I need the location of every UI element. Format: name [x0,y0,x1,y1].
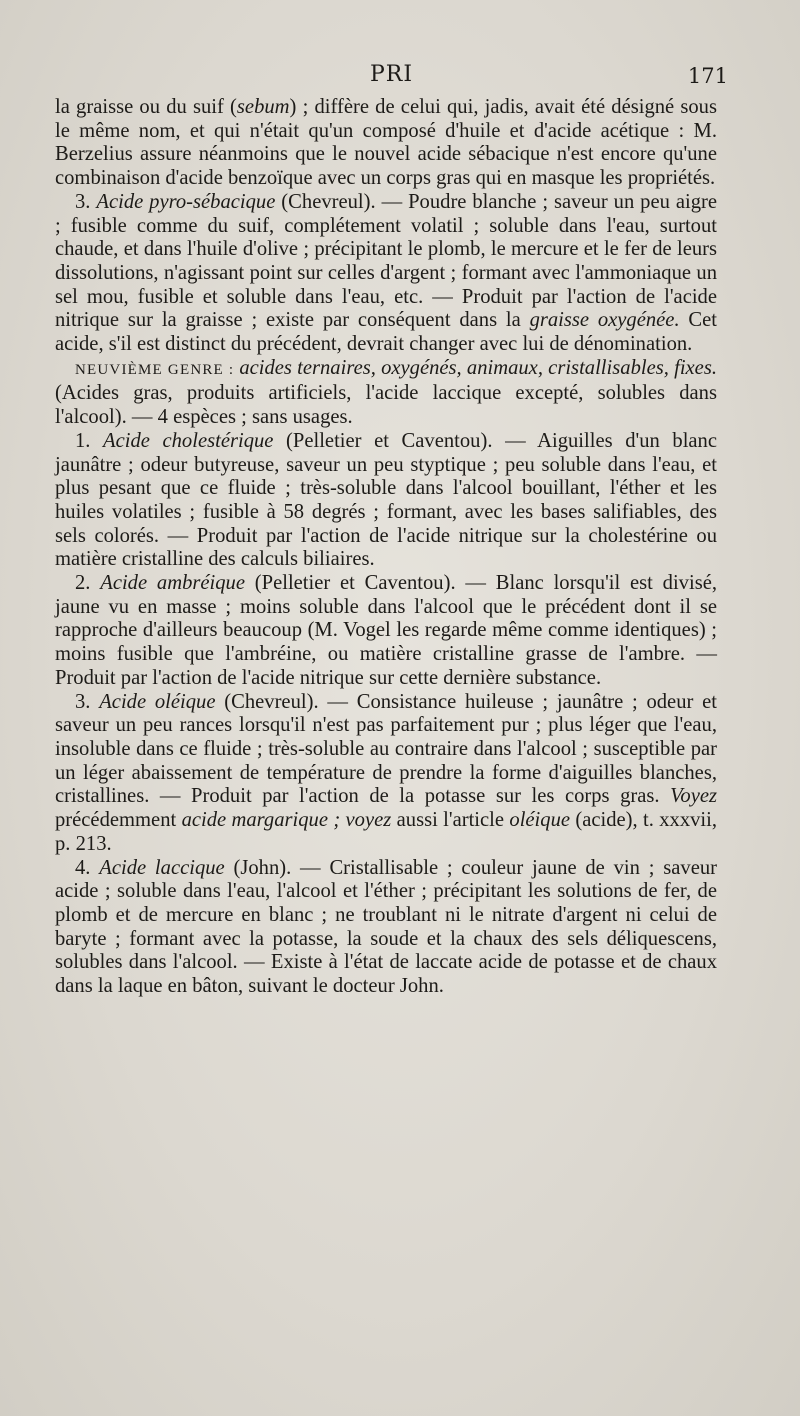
term: graisse oxygénée. [529,309,680,332]
entry-number: 1. [75,429,104,452]
paragraph-acide-cholesterique [55,430,717,572]
entry-number: 3. [75,190,97,213]
entry-title: Acide ambréique [100,572,245,595]
text: (Acides gras, produits artificiels, l'acide laccique excepté, solubles dans l'alcool). — 4 espèces ; sans usages. [55,382,717,429]
entry-title: Acide cholestérique [103,429,274,452]
page-body [55,96,717,999]
text: (acide), t. xxxvii, p. 213. [55,809,718,855]
text: (Pelletier et Caventou). — Blanc lorsqu'il est divisé, jaune vu en masse ; moins soluble dans l'alcool que le précédent dont il se rapproche d'ailleurs beaucoup (M. Vogel les regarde même comme identiques) ; moins fusible que l'ambréine, ou matière cristalline grasse de l'ambre. — Produit par l'action de l'acide nitrique sur cette dernière substance. [55,572,718,689]
term: sebum [236,96,290,118]
entry-title: Acide oléique [99,690,216,713]
paragraph-sebacique-end [55,96,717,191]
entry-title: Acide pyro-sébacique [96,190,276,213]
text: ) ; diffère de celui qui, jadis, avait été désigné sous le même nom, et qui n'était qu'un composé d'huile et d'acide acétique : M. Berzelius assure néanmoins que le nouvel acide sébacique n'est encore qu'une combinaison d'acide benzoïque avec un corps gras qui en masque les propriétés. [55,96,717,190]
cross-reference: acide margarique ; voyez [181,809,392,832]
entry-number: 3. [75,690,100,713]
text: aussi l'article [391,809,510,832]
paragraph-acide-ambreique [55,572,717,691]
running-head: PRI [369,62,414,87]
paragraph-acide-laccique [55,857,717,999]
paragraph-acide-oleique [55,691,717,857]
cross-reference: Voyez [670,785,717,808]
paragraph-neuvieme-genre [55,357,717,430]
entry-number: 2. [75,572,101,595]
page-number: 171 [687,64,728,88]
genre-title: acides ternaires, oxygénés, animaux, cristallisables, fixes. [239,356,717,379]
text: la graisse ou du suif ( [55,96,237,118]
text: (Chevreul). — Poudre blanche ; saveur un peu aigre ; fusible comme du suif, complétement volatil ; soluble dans l'eau, surtout chaude, et dans l'huile d'olive ; précipitant le plomb, le mercure et le fer de leurs dissolutions, n'agissant point sur celles d'argent ; formant avec l'ammoniaque un sel mou, fusible et soluble dans l'eau, etc. — Produit par l'action de l'acide nitrique sur la graisse ; existe par conséquent dans la [55,190,717,332]
genre-heading: NEUVIÈME GENRE : [75,361,240,378]
text: (Chevreul). — Consistance huileuse ; jaunâtre ; odeur et saveur un peu rances lorsqu'il n'est pas parfaitement pur ; plus léger que l'eau, insoluble dans ce fluide ; très-soluble au contraire dans l'alcool ; susceptible par un léger abaissement de température de prendre la forme d'aiguilles blanches, cristallines. — Produit par l'action de la potasse sur les corps gras. [55,690,717,808]
text: (Pelletier et Caventou). — Aiguilles d'un blanc jaunâtre ; odeur butyreuse, saveur un peu styptique ; peu soluble dans l'eau, et plus pesant que ce fluide ; très-soluble dans l'alcool bouillant, l'éther et les huiles volatiles ; fusible à 58 degrés ; formant, avec les bases salifiables, des sels colorés. — Produit par l'action de l'acide nitrique sur la cholestérine ou matière cristalline des calculs biliaires. [55,429,717,571]
text: Cet acide, s'il est distinct du précédent, devrait changer avec lui de dénomination. [55,309,718,356]
paragraph-acide-pyro-sebacique [55,191,717,357]
entry-title: Acide laccique [99,856,225,879]
text: (John). — Cristallisable ; couleur jaune de vin ; saveur acide ; soluble dans l'eau, l'alcool et l'éther ; précipitant les solutions de fer, de plomb et de mercure en blanc ; ne troublant ni le nitrate d'argent ni celui de baryte ; formant avec la potasse, la soude et la chaux des sels déliquescens, solubles dans l'alcool. — Existe à l'état de laccate acide de potasse et de chaux dans la laque en bâton, suivant le docteur John. [55,856,717,998]
cross-reference: oléique [509,809,571,832]
entry-number: 4. [75,856,100,879]
text: précédemment [55,809,182,832]
page-header [55,62,728,96]
